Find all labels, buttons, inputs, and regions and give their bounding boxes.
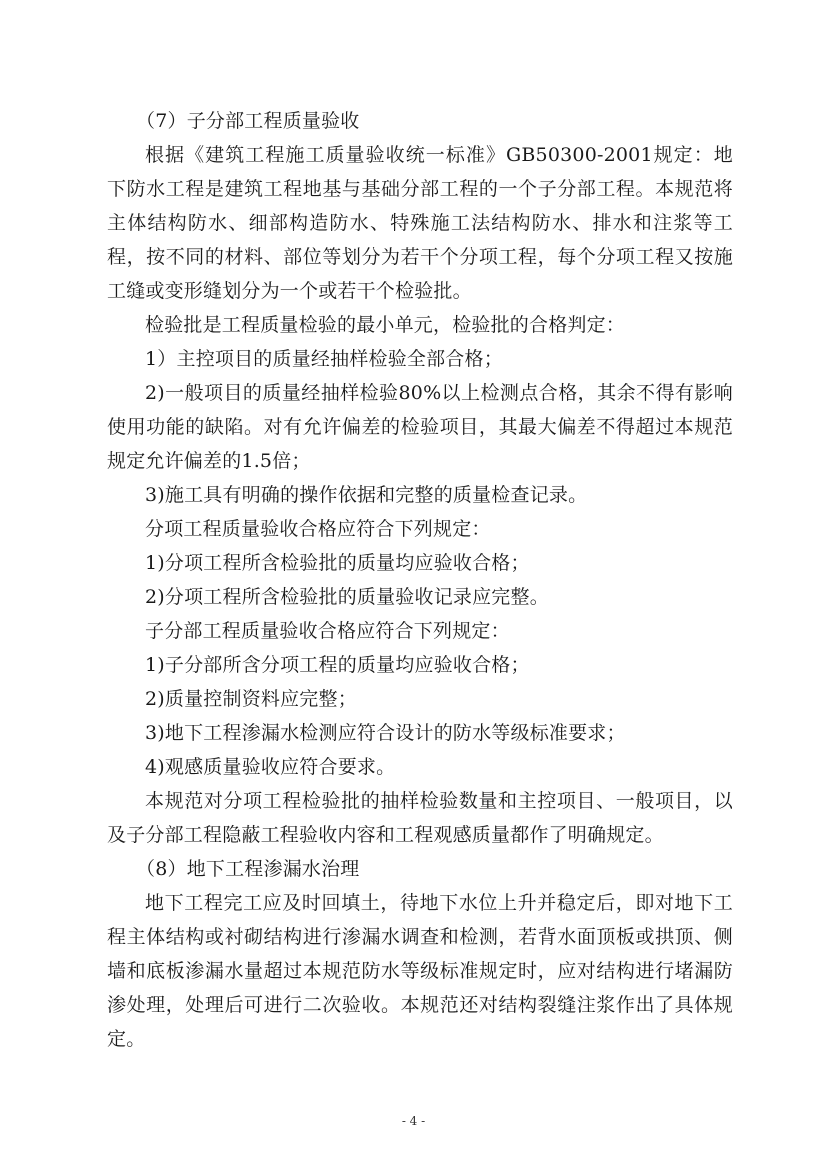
section-heading-8: （8）地下工程渗漏水治理 <box>136 858 360 880</box>
document-body <box>107 104 733 1056</box>
list-item: 1)分项工程所含检验批的质量均应验收合格； <box>145 552 530 574</box>
body-paragraph: 分项工程质量验收合格应符合下列规定： <box>145 518 491 540</box>
body-paragraph: 地下工程完工应及时回填土，待地下水位上升并稳定后，即对地下工程主体结构或衬砌结构进行渗漏水调查和检测，若背水面顶板或拱顶、侧墙和底板渗漏水量超过本规范防水等级标准规定时，应对结构进行堵漏防渗处理，处理后可进行二次验收。本规范还对结构裂缝注浆作出了具体规定。 <box>107 892 733 1050</box>
list-item: 1)子分部所含分项工程的质量均应验收合格； <box>145 654 530 676</box>
body-paragraph: 根据《建筑工程施工质量验收统一标准》GB50300-2001规定：地下防水工程是建筑工程地基与基础分部工程的一个子分部工程。本规范将主体结构防水、细部构造防水、特殊施工法结构防水、排水和注浆等工程，按不同的材料、部位等划分为若干个分项工程，每个分项工程又按施工缝或变形缝划分为一个或若干个检验批。 <box>107 144 733 302</box>
page-number: - 4 - <box>401 1114 426 1128</box>
list-item: 1）主控项目的质量经抽样检验全部合格； <box>145 348 503 370</box>
list-item: 4)观感质量验收应符合要求。 <box>145 756 396 778</box>
list-item: 2)质量控制资料应完整； <box>145 688 357 710</box>
section-heading-7: （7）子分部工程质量验收 <box>136 110 360 132</box>
list-item: 2)分项工程所含检验批的质量验收记录应完整。 <box>145 586 549 608</box>
list-item: 3)地下工程渗漏水检测应符合设计的防水等级标准要求； <box>145 722 626 744</box>
body-paragraph: 本规范对分项工程检验批的抽样检验数量和主控项目、一般项目，以及子分部工程隐蔽工程验收内容和工程观感质量都作了明确规定。 <box>107 790 733 846</box>
body-paragraph: 子分部工程质量验收合格应符合下列规定： <box>145 620 510 642</box>
list-item: 2)一般项目的质量经抽样检验80%以上检测点合格，其余不得有影响使用功能的缺陷。对有允许偏差的检验项目，其最大偏差不得超过本规范规定允许偏差的1.5倍； <box>107 382 733 472</box>
list-item: 3)施工具有明确的操作依据和完整的质量检查记录。 <box>145 484 588 506</box>
body-paragraph: 检验批是工程质量检验的最小单元，检验批的合格判定： <box>145 314 626 336</box>
